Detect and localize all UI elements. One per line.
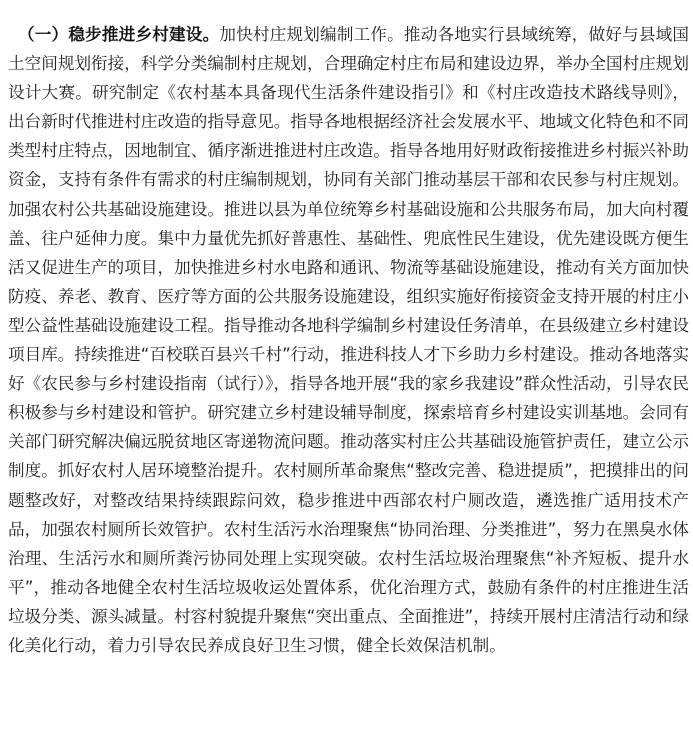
section-heading: （一）稳步推进乡村建设。 xyxy=(18,25,220,44)
article-paragraph xyxy=(8,20,689,660)
paragraph-body: 加快村庄规划编制工作。推动各地实行县域统筹，做好与县域国土空间规划衔接，科学分类编制村庄规划，合理确定村庄布局和建设边界，举办全国村庄规划设计大赛。研究制定《农村基本具备现代生活条件建设指引》和《村庄改造技术路线导则》，出台新时代推进村庄改造的指导意见。指导各地根据经济社会发展水平、地域文化特色和不同类型村庄特点，因地制宜、循序渐进推进村庄改造。指导各地用好财政衔接推进乡村振兴补助资金，支持有条件有需求的村庄编制规划，协同有关部门推动基层干部和农民参与村庄规划。加强农村公共基础设施建设。推进以县为单位统筹乡村基础设施和公共服务布局，加大向村覆盖、往户延伸力度。集中力量优先抓好普惠性、基础性、兜底性民生建设，优先建设既方便生活又促进生产的项目，加快推进乡村水电路和通讯、物流等基础设施建设，推动有关方面加快防疫、养老、教育、医疗等方面的公共服务设施建设，组织实施好衔接资金支持开展的村庄小型公益性基础设施建设工程。指导推动各地科学编制乡村建设任务清单，在县级建立乡村建设项目库。持续推进“百校联百县兴千村”行动，推进科技人才下乡助力乡村建设。推动各地落实好《农民参与乡村建设指南（试行）》，指导各地开展“我的家乡我建设”群众性活动，引导农民积极参与乡村建设和管护。研究建立乡村建设辅导制度，探索培育乡村建设实训基地。会同有关部门研究解决偏远脱贫地区寄递物流问题。推动落实村庄公共基础设施管护责任，建立公示制度。抓好农村人居环境整治提升。农村厕所革命聚焦“整改完善、稳进提质”，把摸排出的问题整改好，对整改结果持续跟踪问效，稳步推进中西部农村户厕改造，遴选推广适用技术产品，加强农村厕所长效管护。农村生活污水治理聚焦“协同治理、分类推进”，努力在黑臭水体治理、生活污水和厕所粪污协同处理上实现突破。农村生活垃圾治理聚焦“补齐短板、提升水平”，推动各地健全农村生活垃圾收运处置体系，优化治理方式，鼓励有条件的村庄推进生活垃圾分类、源头减量。村容村貌提升聚焦“突出重点、全面推进”，持续开展村庄清洁行动和绿化美化行动，着力引导农民养成良好卫生习惯，健全长效保洁机制。 xyxy=(8,25,690,655)
